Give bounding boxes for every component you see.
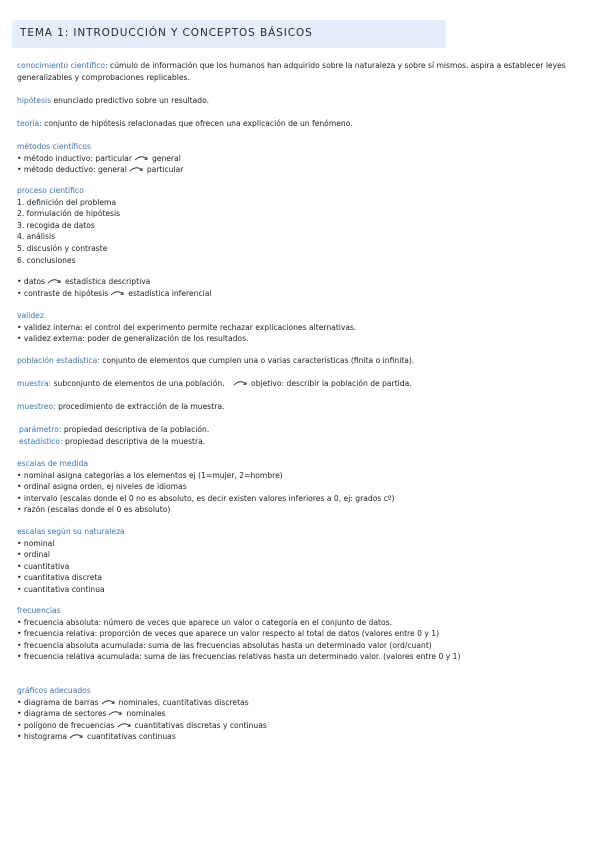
escalas-block: [17, 458, 587, 516]
list-item: 1. definición del problema: [17, 197, 117, 207]
graficos-heading: gráficos adecuados: [17, 686, 91, 695]
list-item: 6. conclusiones: [17, 255, 76, 265]
page-title: TEMA 1: INTRODUCCIÓN Y CONCEPTOS BÁSICOS: [20, 27, 313, 39]
list-item: • histograma cuantitativas continuas: [17, 732, 176, 742]
list-item: • intervalo (escalas donde el 0 no es absoluto, es decir existen valores inferiores a 0, ej: grados cº): [17, 493, 395, 503]
list-item: • datos estadística descriptiva: [17, 277, 151, 286]
arrow-icon: [69, 733, 85, 740]
hipotesis-block: [17, 95, 587, 107]
validez-block: [17, 310, 587, 345]
muestra-block: muestra: subconjunto de elementos de una población. objetivo: describir la población de partida.: [17, 379, 412, 388]
poblacion-term: población estadística: [17, 356, 98, 365]
parametro-text: propiedad descriptiva de la población.: [63, 425, 210, 434]
proceso-block: [17, 185, 587, 266]
muestreo-block: muestreo: procedimiento de extracción de la muestra.: [17, 402, 225, 411]
proceso-links-block: [17, 276, 587, 299]
title-banner: [12, 20, 446, 48]
list-item: • ordinal asigna orden, ej niveles de idiomas: [17, 482, 187, 492]
validez-heading: validez: [17, 311, 44, 320]
list-item: 2. formulación de hipótesis: [17, 209, 121, 219]
arrow-icon: [101, 699, 117, 706]
list-item: 3. recogida de datos: [17, 220, 95, 230]
arrow-icon: [129, 166, 145, 173]
conocimiento-term: conocimiento científico: [17, 61, 106, 70]
list-item: 4. análisis: [17, 232, 56, 242]
muestra-objetivo: objetivo: describir la población de partida.: [251, 379, 412, 388]
hipotesis-text: enunciado predictivo sobre un resultado.: [53, 96, 209, 105]
naturaleza-heading: escalas según su naturaleza: [17, 527, 125, 536]
teoria-text: conjunto de hipótesis relacionadas que ofrecen una explicación de un fenómeno.: [44, 119, 353, 128]
parametro-term: parámetro: [19, 425, 59, 434]
list-item: • cuantitativa: [17, 561, 70, 571]
muestra-term: muestra: [17, 379, 49, 388]
conocimiento-block: conocimiento científico: cúmulo de información que los humanos han adquirido sobre la naturaleza y sobre sí mismos. aspira a establecer leyes generalizables y comprobaciones replicables.: [17, 61, 566, 82]
muestreo-term: muestreo: [17, 402, 54, 411]
conocimiento-text: cúmulo de información que los humanos han adquirido sobre la naturaleza y sobre sí mismos. aspira a establecer leyes generalizables y comprobaciones replicables.: [17, 61, 566, 82]
arrow-icon: [108, 710, 124, 717]
list-item: • contraste de hipótesis estadística inferencial: [17, 288, 212, 298]
arrow-icon: [117, 722, 133, 729]
metodos-block: [17, 141, 587, 176]
parametro-block: parámetro: propiedad descriptiva de la población. estadístico: propiedad descriptiva de la muestra.: [19, 425, 210, 446]
muestreo-text: procedimiento de extracción de la muestra.: [58, 402, 225, 411]
list-item: 5. discusión y contraste: [17, 243, 108, 253]
list-item: • frecuencia absoluta acumulada: suma de las frecuencias absolutas hasta un determinado valor (ord/cuant): [17, 640, 432, 650]
frecuencias-block: [17, 605, 587, 663]
list-item: • diagrama de sectores nominales: [17, 709, 166, 719]
list-item: • método inductivo: particular general: [17, 153, 181, 163]
list-item: • frecuencia absoluta: número de veces que aparece un valor o categoría en el conjunto de datos.: [17, 617, 393, 627]
list-item: • método deductivo: general particular: [17, 165, 184, 175]
metodos-heading: métodos científicos: [17, 142, 91, 151]
list-item: • cuantitativa continua: [17, 584, 105, 594]
teoria-block: teoría: conjunto de hipótesis relacionadas que ofrecen una explicación de un fenómeno.: [17, 119, 353, 128]
list-item: • frecuencia relativa acumulada: suma de las frecuencias relativas hasta un determinado valor. (valores entre 0 y 1): [17, 652, 461, 662]
list-item: • cuantitativa discreta: [17, 573, 103, 583]
list-item: • validez externa: poder de generalización de los resultados.: [17, 334, 249, 344]
poblacion-text: conjunto de elementos que cumplen una o varias características (finita o infinita).: [102, 356, 415, 365]
estadistico-text: propiedad descriptiva de la muestra.: [65, 436, 206, 446]
frecuencias-heading: frecuencias: [17, 606, 61, 615]
teoria-term: teoría: [17, 119, 40, 128]
list-item: • diagrama de barras nominales, cuantitativas discretas: [17, 697, 249, 707]
list-item: • razón (escalas donde el 0 es absoluto): [17, 505, 171, 515]
muestra-text: subconjunto de elementos de una población.: [53, 379, 225, 388]
proceso-heading: proceso científico: [17, 186, 84, 195]
list-item: • validez interna: el control del experimento permite rechazar explicaciones alternativas.: [17, 322, 357, 332]
estadistico-term: estadístico: [19, 436, 61, 446]
escalas-heading: escalas de medida: [17, 459, 88, 468]
list-item: • ordinal: [17, 550, 51, 560]
naturaleza-block: [17, 526, 587, 596]
arrow-icon: [134, 155, 150, 162]
list-item: • frecuencia relativa: proporción de veces que aparece un valor respecto al total de datos (valores entre 0 y 1): [17, 629, 440, 639]
list-item: • nominal: [17, 538, 55, 548]
graficos-block: [17, 685, 587, 743]
arrow-icon: [47, 278, 63, 285]
arrow-icon: [110, 290, 126, 297]
poblacion-block: población estadística: conjunto de elementos que cumplen una o varias características (finita o infinita).: [17, 356, 415, 365]
list-item: • polígono de frecuencias cuantitativas discretas y continuas: [17, 720, 267, 730]
arrow-icon: [233, 380, 249, 387]
hipotesis-term: hipótesis: [17, 96, 52, 105]
list-item: • nominal asigna categorías a los elementos ej (1=mujer, 2=hombre): [17, 470, 283, 480]
